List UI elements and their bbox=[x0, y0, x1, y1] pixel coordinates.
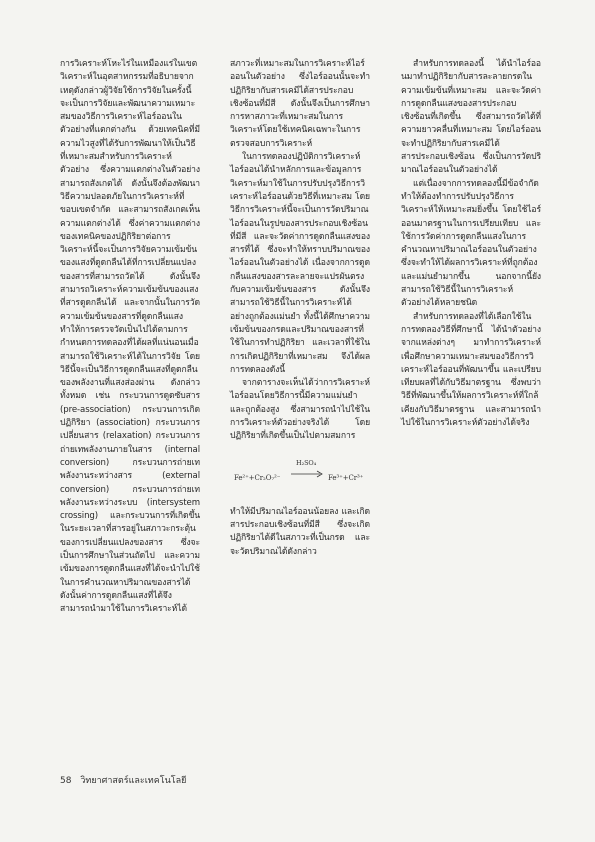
paragraph: สำหรับการทดลองที่ได้เลือกใช้ในการทดลองวิธีที่ศึกษานี้ ได้นำตัวอย่างจากแหล่งต่างๆ มาทำการวิเคราะห์ เพื่อศึกษาความเหมาะสมของวิธีการวิเคราะห์ไอร์ออนที่พัฒนาขึ้น และเปรียบเทียบผลที่ได้กับวิธีมาตรฐาน ซึ่งพบว่าวิธีที่พัฒนาขึ้นให้ผลการวิเคราะห์ที่ใกล้เคียงกับวิธีมาตรฐาน และสามารถนำไปใช้ในการวิเคราะห์ตัวอย่างได้จริง bbox=[401, 311, 541, 429]
equation-catalyst: H₂SO₄ bbox=[296, 458, 317, 467]
column-left bbox=[60, 58, 200, 616]
chemical-equation bbox=[230, 454, 370, 494]
column-middle bbox=[230, 58, 370, 559]
paragraph: ในการทดลองปฏิบัติการวิเคราะห์ไอร์ออนได้นำหลักการและข้อมูลการวิเคราะห์มาใช้ในการปรับปรุงวิธีการวิเคราะห์ไอร์ออนด้วยวิธีที่เหมาะสม โดยวิธีการวิเคราะห์นี้จะเป็นการวัดปริมาณไอร์ออนในรูปของสารประกอบเชิงซ้อนที่มีสี และจะวัดค่าการดูดกลืนแสงของสารที่ได้ ซึ่งจะทำให้ทราบปริมาณของไอร์ออนในตัวอย่างได้ เนื่องจากการดูดกลืนแสงของสารละลายจะแปรผันตรงกับความเข้มข้นของสาร ดังนั้นจึงสามารถใช้วิธีนี้ในการวิเคราะห์ได้อย่างถูกต้องแม่นยำ ทั้งนี้ได้ศึกษาความเข้มข้นของกรดและปริมาณของสารที่ใช้ในการทำปฏิกิริยา และเวลาที่ใช้ในการเกิดปฏิกิริยาที่เหมาะสม จึงได้ผลการทดลองดังนี้ bbox=[230, 152, 370, 375]
page-number: 58 bbox=[60, 776, 72, 786]
equation-products: Fe³⁺+Cr³⁺ bbox=[328, 473, 364, 482]
column-right bbox=[401, 58, 541, 430]
page-footer bbox=[60, 773, 192, 787]
equation-reactants: Fe²⁺+Cr₂O₇²⁻ bbox=[234, 473, 281, 482]
paragraph: สำหรับการทดลองนี้ ได้นำไอร์ออนมาทำปฏิกิริยากับสารละลายกรดในความเข้มข้นที่เหมาะสม และจะวัดค่าการดูดกลืนแสงของสารประกอบเชิงซ้อนที่เกิดขึ้น ซึ่งสามารถวัดได้ที่ความยาวคลื่นที่เหมาะสม โดยไอร์ออนจะทำปฏิกิริยากับสารเคมีได้สารประกอบเชิงซ้อน ซึ่งเป็นการวัดปริมาณไอร์ออนในตัวอย่างได้ bbox=[401, 59, 541, 176]
reaction-arrow-icon bbox=[290, 469, 324, 479]
journal-title: วิทยาศาสตร์และเทคโนโลยี bbox=[80, 776, 187, 786]
paragraph: ทำให้มีปริมาณไอร์ออนน้อยลง และเกิดสารประกอบเชิงซ้อนที่มีสี ซึ่งจะเกิดปฏิกิริยาได้ดีในสภาวะที่เป็นกรด และจะวัดปริมาณได้ดังกล่าว bbox=[230, 506, 370, 557]
paragraph: แต่เนื่องจากการทดลองนี้มีข้อจำกัด ทำให้ต้องทำการปรับปรุงวิธีการวิเคราะห์ให้เหมาะสมยิ่งขึ้น โดยใช้ไอร์ออนมาตรฐานในการเปรียบเทียบ และใช้การวัดค่าการดูดกลืนแสงในการคำนวณหาปริมาณไอร์ออนในตัวอย่าง ซึ่งจะทำให้ได้ผลการวิเคราะห์ที่ถูกต้องและแม่นยำมากขึ้น นอกจากนี้ยังสามารถใช้วิธีนี้ในการวิเคราะห์ตัวอย่างได้หลายชนิด bbox=[401, 178, 541, 309]
paragraph: การวิเคราะห์โหะไร่ในเหมืองแร่ในเขตวิเคราะห์ในอุตสาหกรรมที่อธิบายจากเหตุดังกล่าวผู้วิจัยใช้การวิจัยในครั้งนี้ จะเป็นการวิจัยและพัฒนาความเหมาะสมของวิธีการวิเคราะห์ไอร์ออนในตัวอย่างที่แตกต่างกัน ด้วยเทคนิคที่มีความไวสูงที่ได้รับการพัฒนาให้เป็นวิธีที่เหมาะสมสำหรับการวิเคราะห์ตัวอย่าง ซึ่งความแตกต่างในตัวอย่างสามารถสังเกตได้ ดังนั้นจึงต้องพัฒนาวิธีความปลอดภัยในการวิเคราะห์ที่ขอบเขตจำกัด และสามารถสังเกตเห็นความแตกต่างได้ ซึ่งค่าความแตกต่างของเทคนิคของปฏิกิริยาต่อการวิเคราะห์นี้จะเป็นการวิจัยความเข้มข้นของแสงที่ดูดกลืนได้ที่การเปลี่ยนแปลงของสารที่สามารถวัดได้ ดังนั้นจึงสามารถวิเคราะห์ความเข้มข้นของแสงที่สารดูดกลืนได้ และจากนั้นในการวัดความเข้มข้นของสารที่ดูดกลืนแสง ทำให้การตรวจวัดเป็นไปได้ตามการกำหนดการทดลองที่ได้ผลที่แน่นอนเมื่อสามารถใช้วิเคราะห์ได้ในการวิจัย โดยวิธีนี้จะเป็นวิธีการดูดกลืนแสงที่ดูดกลืนของพลังงานที่แสงส่องผ่าน ดังกล่าวทั้งหมด เช่น กระบวนการดูดซับสาร (pre-association) กระบวนการเกิดปฏิกิริยา (association) กระบวนการเปลี่ยนสาร (relaxation) กระบวนการถ่ายเทพลังงานภายในสาร (internal conversion) กระบวนการถ่ายเทพลังงานระหว่างสาร (external conversion) กระบวนการถ่ายเทพลังงานระหว่างระบบ (intersystem crossing) และกระบวนการที่เกิดขึ้นในระยะเวลาที่สารอยู่ในสภาวะกระตุ้นของการเปลี่ยนแปลงของสาร ซึ่งจะเป็นการศึกษาในส่วนถัดไป และความเข้มของการดูดกลืนแสงที่ได้จะนำไปใช้ในการคำนวณหาปริมาณของสารได้ ดังนั้นค่าการดูดกลืนแสงที่ได้จึงสามารถนำมาใช้ในการวิเคราะห์ได้ bbox=[60, 59, 200, 615]
paragraph: จากตารางจะเห็นได้ว่าการวิเคราะห์ไอร์ออนโดยวิธีการนี้มีความแม่นยำและถูกต้องสูง ซึ่งสามารถนำไปใช้ในการวิเคราะห์ตัวอย่างจริงได้ โดยปฏิกิริยาที่เกิดขึ้นเป็นไปตามสมการ bbox=[230, 378, 370, 442]
paragraph: สภาวะที่เหมาะสมในการวิเคราะห์ไอร์ออนในตัวอย่าง ซึ่งไอร์ออนนั้นจะทำปฏิกิริยากับสารเคมีได้สารประกอบเชิงซ้อนที่มีสี ดังนั้นจึงเป็นการศึกษาการหาสภาวะที่เหมาะสมในการวิเคราะห์โดยใช้เทคนิคเฉพาะในการตรวจสอบการวิเคราะห์ bbox=[230, 59, 370, 149]
